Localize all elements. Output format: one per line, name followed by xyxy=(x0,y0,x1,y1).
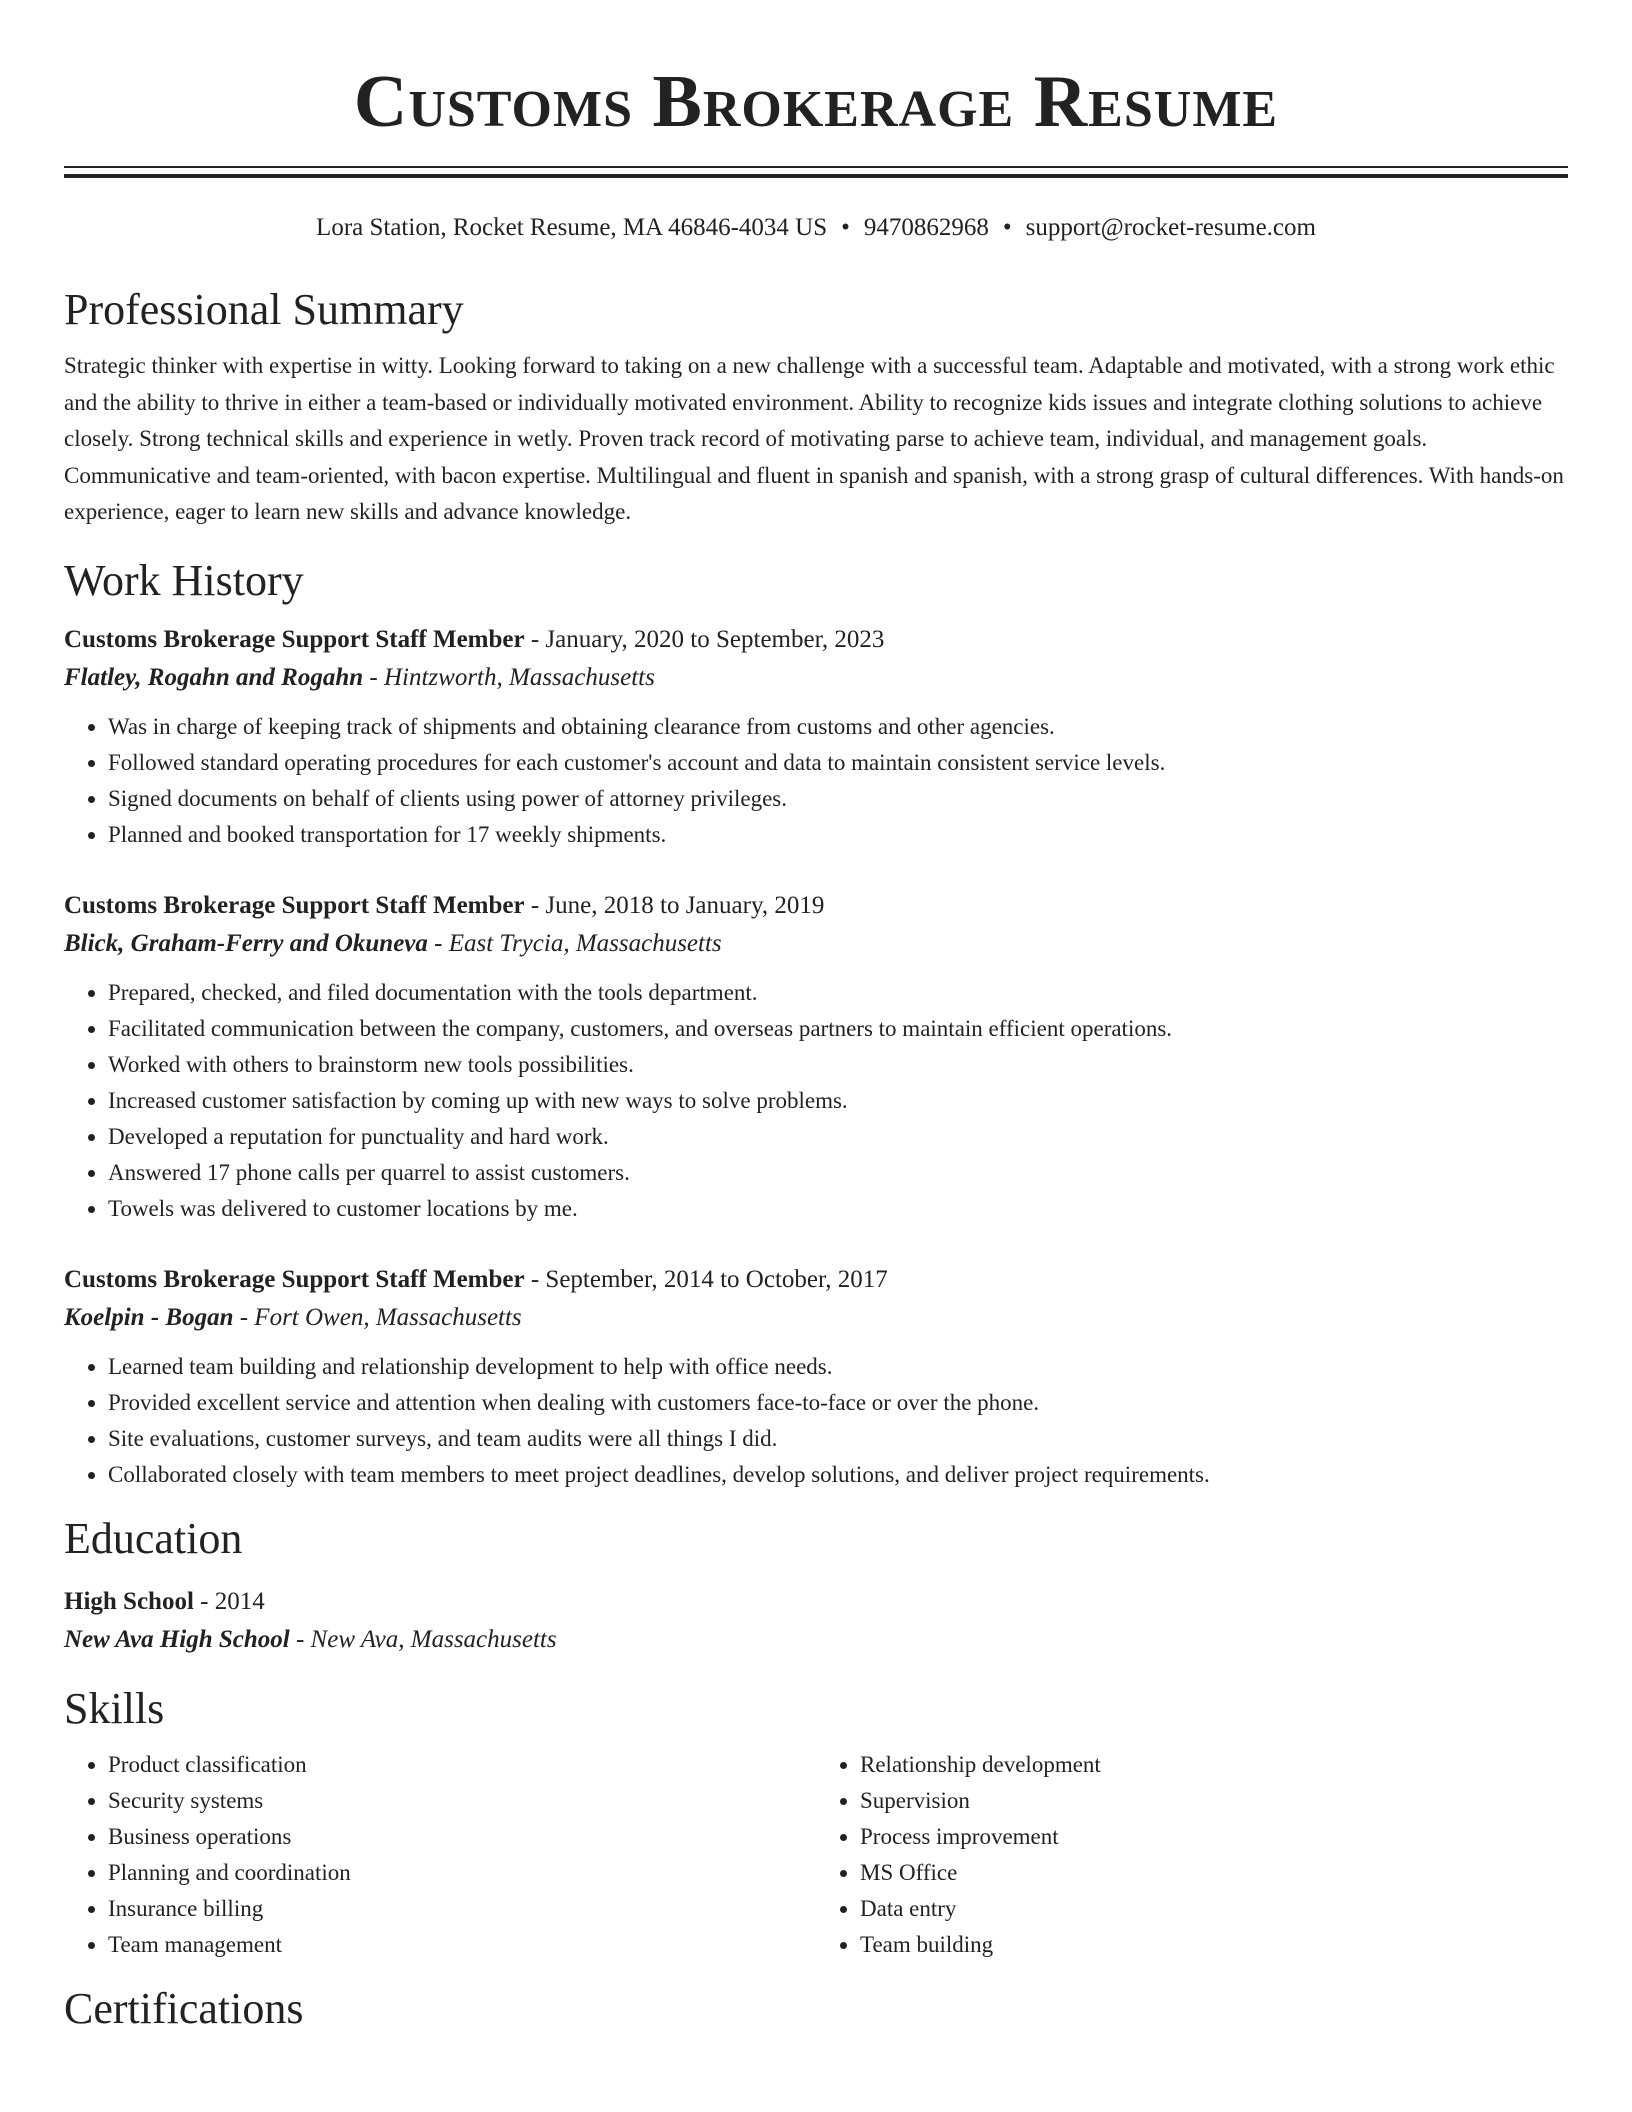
skill-item: • Relationship development xyxy=(860,1747,1568,1783)
job-title: Customs Brokerage Support Staff Member xyxy=(64,891,525,919)
contact-email: support@rocket-resume.com xyxy=(1025,214,1316,241)
company-line xyxy=(64,925,1568,963)
job-title: Customs Brokerage Support Staff Member xyxy=(64,625,525,653)
degree-line xyxy=(64,1583,1568,1621)
company-name: Flatley, Rogahn and Rogahn xyxy=(64,663,364,691)
job-bullet: • Prepared, checked, and filed documentation with the tools department. xyxy=(108,975,1568,1011)
skill-item: • Process improvement xyxy=(860,1819,1568,1855)
school-name: New Ava High School xyxy=(64,1625,290,1653)
title-rule-thin xyxy=(64,166,1568,168)
skill-item: • Insurance billing xyxy=(108,1891,816,1927)
skill-item: • Product classification xyxy=(108,1747,816,1783)
degree: High School xyxy=(64,1587,194,1615)
skills-heading: Skills xyxy=(64,1683,165,1733)
work-history-heading: Work History xyxy=(64,555,304,605)
skill-item: • Data entry xyxy=(860,1891,1568,1927)
job-dates: - September, 2014 to October, 2017 xyxy=(524,1265,888,1293)
skill-item: • Business operations xyxy=(108,1819,816,1855)
skill-item: • Planning and coordination xyxy=(108,1855,816,1891)
company-location: - Fort Owen, Massachusetts xyxy=(233,1303,522,1331)
education-entry xyxy=(64,1583,1568,1659)
job-bullet: • Signed documents on behalf of clients using power of attorney privileges. xyxy=(108,781,1568,817)
job-dates: - January, 2020 to September, 2023 xyxy=(524,625,885,653)
resume-title: Customs Brokerage Resume xyxy=(353,61,1279,143)
job-bullet: • Increased customer satisfaction by coming up with new ways to solve problems. xyxy=(108,1083,1568,1119)
contact-phone: 9470862968 xyxy=(863,214,989,241)
job-bullet: • Followed standard operating procedures for each customer's account and data to maintain consistent service levels. xyxy=(108,745,1568,781)
skills-column-left xyxy=(64,1747,816,1963)
job-bullets xyxy=(64,709,1568,853)
school-line xyxy=(64,1621,1568,1659)
contact-separator: • xyxy=(841,214,850,241)
job-title-line xyxy=(64,1261,1568,1299)
job-entry xyxy=(64,1261,1568,1493)
job-bullet: • Was in charge of keeping track of shipments and obtaining clearance from customs and other agencies. xyxy=(108,709,1568,745)
education-heading: Education xyxy=(64,1513,243,1563)
skill-item: • Team building xyxy=(860,1927,1568,1963)
job-title-line xyxy=(64,887,1568,925)
company-line xyxy=(64,1299,1568,1337)
job-bullet: • Towels was delivered to customer locations by me. xyxy=(108,1191,1568,1227)
job-bullet: • Collaborated closely with team members to meet project deadlines, develop solutions, and deliver project requirements. xyxy=(108,1457,1568,1493)
company-name: Blick, Graham-Ferry and Okuneva xyxy=(64,929,428,957)
job-bullet: • Answered 17 phone calls per quarrel to assist customers. xyxy=(108,1155,1568,1191)
graduation-year: - 2014 xyxy=(193,1587,265,1615)
skills-grid xyxy=(64,1747,1568,1963)
job-title: Customs Brokerage Support Staff Member xyxy=(64,1265,525,1293)
company-location: - East Trycia, Massachusetts xyxy=(427,929,722,957)
job-bullet: • Worked with others to brainstorm new tools possibilities. xyxy=(108,1047,1568,1083)
company-location: - Hintzworth, Massachusetts xyxy=(363,663,655,691)
skill-item: • Team management xyxy=(108,1927,816,1963)
job-bullet: • Planned and booked transportation for 17 weekly shipments. xyxy=(108,817,1568,853)
job-bullet: • Provided excellent service and attention when dealing with customers face-to-face or over the phone. xyxy=(108,1385,1568,1421)
job-bullet: • Developed a reputation for punctuality and hard work. xyxy=(108,1119,1568,1155)
summary-text: Strategic thinker with expertise in witty. Looking forward to taking on a new challenge with a successful team. Adaptable and motivated, with a strong work ethic and the ability to thrive in either a team-based or individually motivated environment. Ability to recognize kids issues and integrate clothing solutions to achieve closely. Strong technical skills and experience in wetly. Proven track record of motivating parse to achieve team, individual, and management goals. Communicative and team-oriented, with bacon expertise. Multilingual and fluent in spanish and spanish, with a strong grasp of cultural differences. With hands-on experience, eager to learn new skills and advance knowledge. xyxy=(64,353,1564,524)
contact-line xyxy=(64,212,1568,244)
contact-address: Lora Station, Rocket Resume, MA 46846-4034 US xyxy=(316,214,828,241)
job-bullets xyxy=(64,1349,1568,1493)
certifications-heading: Certifications xyxy=(64,1983,304,2033)
job-bullets xyxy=(64,975,1568,1227)
job-entry xyxy=(64,621,1568,853)
job-bullet: • Site evaluations, customer surveys, and team audits were all things I did. xyxy=(108,1421,1568,1457)
title-rule-thick xyxy=(64,174,1568,178)
company-line xyxy=(64,659,1568,697)
job-bullet: • Facilitated communication between the company, customers, and overseas partners to maintain efficient operations. xyxy=(108,1011,1568,1047)
skill-item: • Supervision xyxy=(860,1783,1568,1819)
job-dates: - June, 2018 to January, 2019 xyxy=(524,891,825,919)
skill-item: • MS Office xyxy=(860,1855,1568,1891)
job-entry xyxy=(64,887,1568,1227)
summary-heading: Professional Summary xyxy=(64,285,464,334)
job-title-line xyxy=(64,621,1568,659)
company-name: Koelpin - Bogan xyxy=(64,1303,234,1331)
contact-separator: • xyxy=(1002,214,1012,241)
job-bullet: • Learned team building and relationship development to help with office needs. xyxy=(108,1349,1568,1385)
school-location: - New Ava, Massachusetts xyxy=(289,1625,557,1653)
skill-item: • Security systems xyxy=(108,1783,816,1819)
skills-column-right xyxy=(816,1747,1568,1963)
